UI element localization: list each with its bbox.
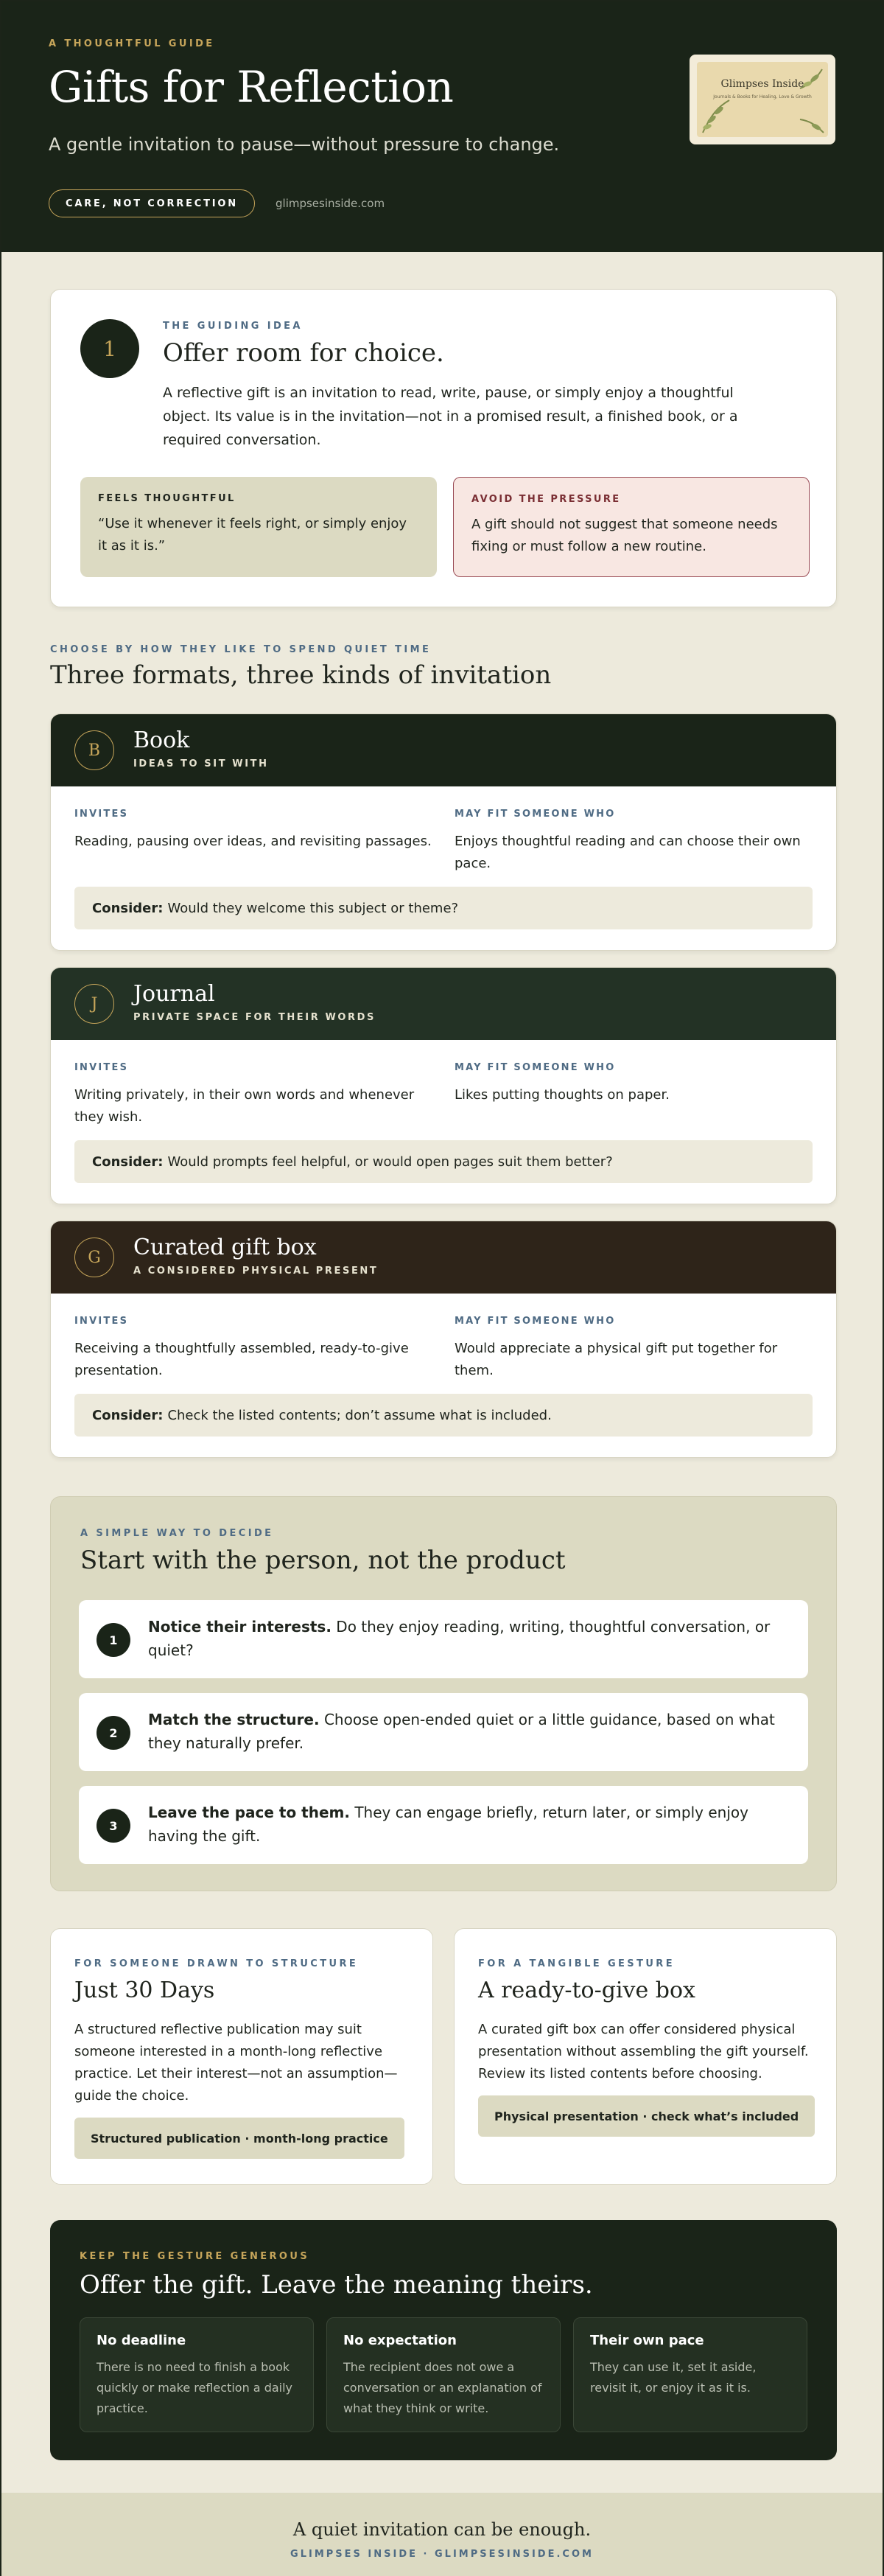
consider-text: Would they welcome this subject or theme? xyxy=(167,900,459,916)
fit-heading: MAY FIT SOMEONE WHO xyxy=(455,1316,616,1327)
care-pill-badge: CARE, NOT CORRECTION xyxy=(49,189,255,217)
format-tagline: PRIVATE SPACE FOR THEIR WORDS xyxy=(133,1012,376,1023)
format-tagline: IDEAS TO SIT WITH xyxy=(133,758,269,769)
consider-label: Consider: xyxy=(92,900,164,916)
step-detail: They can engage briefly, return later, or simply enjoy having the gift. xyxy=(148,1804,748,1845)
step-text xyxy=(148,1801,782,1848)
format-name: Book xyxy=(133,727,190,753)
page-title: Gifts for Reflection xyxy=(49,62,454,112)
tangible-title: A ready-to-give box xyxy=(478,1978,695,2003)
consider-label: Consider: xyxy=(92,1407,164,1423)
structure-body: A structured reflective publication may suit someone interested in a month-long reflective practice. Let their interest—not an assumption—guide the choice. xyxy=(74,2022,398,2104)
format-header xyxy=(51,714,836,786)
decide-step xyxy=(79,1600,808,1678)
gesture-item xyxy=(326,2317,561,2432)
formats-title: Three formats, three kinds of invitation xyxy=(50,660,552,690)
consider-box xyxy=(74,1394,813,1437)
gesture-item-title: No deadline xyxy=(97,2333,186,2348)
consider-text: Check the listed contents; don’t assume what is included. xyxy=(167,1407,552,1423)
footer-line: A quiet invitation can be enough. xyxy=(292,2519,592,2540)
feels-thoughtful-box xyxy=(80,477,437,577)
tangible-chip: Physical presentation · check what’s included xyxy=(478,2095,815,2137)
step-bold: Leave the pace to them. xyxy=(148,1804,350,1821)
invites-heading: INVITES xyxy=(74,809,129,820)
fit-heading: MAY FIT SOMEONE WHO xyxy=(455,1062,616,1073)
gesture-item-title: No expectation xyxy=(343,2333,457,2348)
fit-text: Enjoys thoughtful reading and can choose their own pace. xyxy=(455,834,801,871)
hero-subtitle: A gentle invitation to pause—without pressure to change. xyxy=(49,134,560,155)
gesture-item xyxy=(80,2317,314,2432)
gesture-item-title: Their own pace xyxy=(590,2333,704,2348)
decide-title: Start with the person, not the product xyxy=(80,1546,566,1575)
step-detail: Do they enjoy reading, writing, thoughtful conversation, or quiet? xyxy=(148,1618,771,1659)
journal-letter-icon: J xyxy=(74,984,114,1024)
consider-label: Consider: xyxy=(92,1153,164,1170)
step-text xyxy=(148,1708,782,1755)
gesture-item xyxy=(573,2317,807,2432)
fit-heading: MAY FIT SOMEONE WHO xyxy=(455,809,616,820)
guide-eyebrow: THE GUIDING IDEA xyxy=(163,321,303,332)
gesture-title: Offer the gift. Leave the meaning theirs. xyxy=(80,2270,593,2300)
format-name: Journal xyxy=(133,981,215,1007)
step-number: 1 xyxy=(97,1623,130,1657)
consider-box xyxy=(74,1140,813,1183)
avoid-text: A gift should not suggest that someone needs fixing or must follow a new routine. xyxy=(471,517,778,554)
step-number: 3 xyxy=(97,1809,130,1843)
format-header xyxy=(51,1221,836,1294)
gesture-item-text: There is no need to finish a book quickly or make reflection a daily practice. xyxy=(97,2360,293,2415)
step-bold: Match the structure. xyxy=(148,1711,320,1728)
fit-text: Likes putting thoughts on paper. xyxy=(455,1087,670,1103)
avoid-heading: AVOID THE PRESSURE xyxy=(471,494,621,505)
invites-text: Receiving a thoughtfully assembled, ready-to-give presentation. xyxy=(74,1341,409,1378)
invites-heading: INVITES xyxy=(74,1062,129,1073)
structure-eyebrow: FOR SOMEONE DRAWN TO STRUCTURE xyxy=(74,1958,359,1969)
book-letter-icon: B xyxy=(74,730,114,770)
invites-heading: INVITES xyxy=(74,1316,129,1327)
consider-box xyxy=(74,887,813,929)
invites-text: Writing privately, in their own words and whenever they wish. xyxy=(74,1087,415,1125)
invites-text: Reading, pausing over ideas, and revisiting passages. xyxy=(74,834,432,849)
feels-heading: FEELS THOUGHTFUL xyxy=(98,493,236,504)
decide-step xyxy=(79,1693,808,1771)
gesture-section xyxy=(50,2220,837,2460)
brand-logo xyxy=(697,62,828,137)
format-tagline: A CONSIDERED PHYSICAL PRESENT xyxy=(133,1266,379,1277)
logo-tagline: Journals & Books for Healing, Love & Growth xyxy=(713,94,812,100)
page-footer xyxy=(1,2493,883,2576)
guide-body: A reflective gift is an invitation to read, write, pause, or simply enjoy a thoughtful object. Its value is in the invitation—not in a promised result, a finished book, or a required conversation. xyxy=(163,385,738,448)
site-link[interactable]: glimpsesinside.com xyxy=(276,197,385,210)
step-bold: Notice their interests. xyxy=(148,1618,332,1636)
format-card-book xyxy=(50,713,837,951)
format-card-journal xyxy=(50,967,837,1204)
gesture-eyebrow: KEEP THE GESTURE GENEROUS xyxy=(80,2251,310,2262)
gesture-item-text: The recipient does not owe a conversation or an explanation of what they think or write. xyxy=(343,2360,542,2415)
format-name: Curated gift box xyxy=(133,1235,317,1260)
guide-title: Offer room for choice. xyxy=(163,338,444,368)
formats-eyebrow: CHOOSE BY HOW THEY LIKE TO SPEND QUIET TIME xyxy=(50,644,432,655)
hero-eyebrow: A THOUGHTFUL GUIDE xyxy=(49,38,215,49)
decide-section xyxy=(50,1496,837,1891)
feels-text: “Use it whenever it feels right, or simply enjoy it as it is.” xyxy=(98,516,407,554)
brand-logo-card xyxy=(690,55,835,144)
fit-text: Would appreciate a physical gift put together for them. xyxy=(455,1341,778,1378)
guide-number-badge: 1 xyxy=(80,319,139,378)
guiding-idea-card xyxy=(50,289,837,607)
hero-header xyxy=(1,1,883,252)
step-detail: Choose open-ended quiet or a little guidance, based on what they naturally prefer. xyxy=(148,1711,775,1752)
logo-text: Glimpses Inside xyxy=(720,78,804,90)
avoid-pressure-box xyxy=(453,477,810,577)
gesture-item-text: They can use it, set it aside, revisit it, or enjoy it as it is. xyxy=(590,2360,757,2395)
step-text xyxy=(148,1615,782,1662)
format-header xyxy=(51,968,836,1040)
decide-step xyxy=(79,1786,808,1864)
structure-chip: Structured publication · month-long practice xyxy=(74,2118,404,2159)
tangible-eyebrow: FOR A TANGIBLE GESTURE xyxy=(478,1958,675,1969)
structure-title: Just 30 Days xyxy=(74,1978,215,2003)
tangible-body: A curated gift box can offer considered physical presentation without assembling the gift yourself. Review its listed contents before choosing. xyxy=(478,2022,809,2081)
step-number: 2 xyxy=(97,1716,130,1750)
format-card-gift-box xyxy=(50,1221,837,1458)
gift-letter-icon: G xyxy=(74,1238,114,1277)
structure-card xyxy=(50,1928,433,2185)
decide-eyebrow: A SIMPLE WAY TO DECIDE xyxy=(80,1528,274,1539)
consider-text: Would prompts feel helpful, or would open pages suit them better? xyxy=(167,1153,613,1170)
tangible-card xyxy=(454,1928,837,2185)
footer-brand: GLIMPSES INSIDE · GLIMPSESINSIDE.COM xyxy=(290,2549,594,2560)
